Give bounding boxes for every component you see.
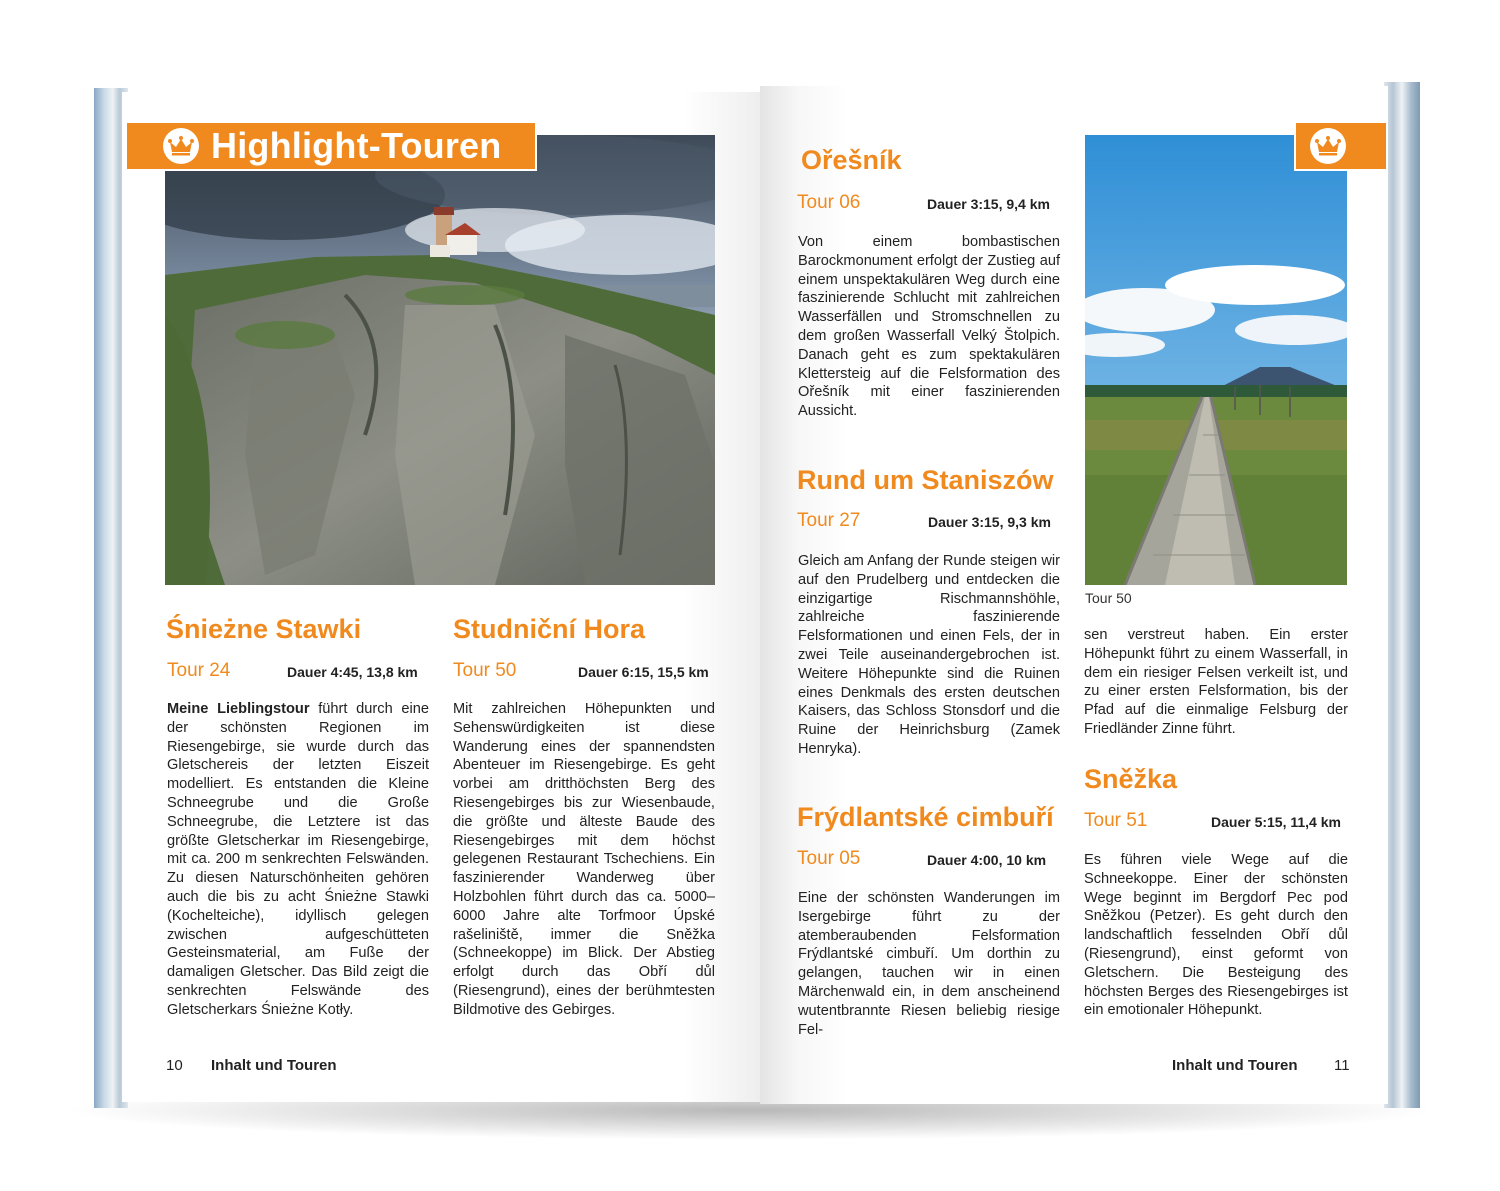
tour-description: Mit zahlreichen Höhepunkten und Sehenswürdigkeiten ist diese Wanderung eines der spannendsten Abenteuer im Riesengebirge. Es geht vorbei am dritthöchsten Berg des Riesengebirges bis zur Wiesenbaude, die größte und älteste Baude des Riesengebirges mit dem höchst gelegenen Restaurant Tschechiens. Ein faszinierender Wanderweg über Holzbohlen führt durch das ca. 5000–6000 Jahre alte Torfmoor Úpské rašeliniště, immer die Sněžka (Schneekoppe) im Blick. Der Abstieg erfolgt durch das Obří důl (Riesengrund), eines der berühmtesten Bildmotive des Gebirges. <box>453 701 715 1018</box>
right-highlight-tab <box>1294 121 1386 171</box>
footer-title-text: Inhalt und Touren <box>211 1057 337 1074</box>
footer-title-right <box>1172 1057 1298 1074</box>
banner-title: Highlight-Touren <box>211 125 502 166</box>
photo-caption: Tour 50 <box>1085 590 1132 606</box>
tour-title: Sněžka <box>1084 764 1178 794</box>
tour-title: Frýdlantské cimbuří <box>797 802 1054 832</box>
tour-description <box>167 700 429 1020</box>
tour-title: Studniční Hora <box>453 614 646 644</box>
tour-number: Tour 50 <box>453 660 517 681</box>
page-number-right: 11 <box>1334 1057 1350 1074</box>
highlight-banner <box>127 121 537 171</box>
tour-number: Tour 51 <box>1084 810 1148 831</box>
tour-title: Śnieżne Stawki <box>166 614 362 644</box>
tour-duration: Dauer 5:15, 11,4 km <box>1211 814 1341 830</box>
tour-number: Tour 24 <box>167 660 231 681</box>
tour-duration: Dauer 6:15, 15,5 km <box>578 664 709 680</box>
tour-description: Gleich am Anfang der Runde steigen wir auf den Prudelberg und entdecken die einzigartige Rischmannshöhle, zahlreiche faszinierende Felsformationen und einen Fels, der in zwei Teile auseinandergebrochen ist. Weitere Höhepunkte sind die Ruinen eines Denkmals des ersten deutschen Kaisers, das Schloss Stonsdorf und die Ruine der Heinrichsburg (Zamek Henryka). <box>798 553 1060 757</box>
book-edge-right <box>1384 82 1420 1108</box>
page-number-left: 10 <box>166 1057 183 1074</box>
crown-icon <box>163 128 199 164</box>
tour-number: Tour 05 <box>797 848 861 869</box>
tour-number: Tour 06 <box>797 192 861 213</box>
footer-title-text: Inhalt und Touren <box>1172 1057 1298 1074</box>
crown-icon <box>1310 128 1346 164</box>
tour-duration: Dauer 4:00, 10 km <box>927 852 1047 868</box>
photo-boardwalk <box>1085 135 1347 585</box>
tour-duration: Dauer 3:15, 9,3 km <box>928 514 1051 530</box>
tour-description: Von einem bombastischen Barockmonument erfolgt der Zustieg auf einem unspektakulären Weg durch eine faszinierende Schlucht mit zahlreichen Wasserfällen und Stromschnellen zu dem großen Wasserfall Velký Štolpich. Danach geht es zum spektakulären Klettersteig auf die Felsformation des Ořešník mit einer faszinierenden Aussicht. <box>798 234 1060 420</box>
tour-description-continuation: sen verstreut haben. Ein erster Höhepunkt führt zu einem Wasserfall, in dem ein riesiger Felsen verkeilt ist, und zu einer ersten Felsformation, bis der Pfad auf die einmalige Felsburg der Friedländer Zinne führt. <box>1084 627 1348 737</box>
tour-title: Rund um Staniszów <box>797 465 1054 495</box>
footer-title-left <box>211 1057 337 1074</box>
photo-sniezne-kotly <box>165 135 715 585</box>
tour-description: Eine der schönsten Wanderungen im Isergebirge führt zu der atemberaubenden Felsformation Frýdlantské cimbuří. Um dorthin zu gelangen, tauchen wir in einen Märchenwald ein, in dem anscheinend wutentbrannte Riesen beliebig riesige Fel- <box>798 890 1060 1038</box>
tour-number: Tour 27 <box>797 510 861 531</box>
tour-text: führt durch eine der schönsten Regionen im Riesengebirge, sie wurde durch das Gletschereis der letzten Eiszeit modelliert. Es entstanden die Kleine Schneegrube und die Große Schneegrube, die Letztere ist das größte Gletscherkar im Riesengebirge, mit ca. 200 m senkrechten Felswänden. Zu diesen Naturschönheiten gehören auch die bis zu acht Śnieżne Stawki (Kochelteiche), idyllisch gelegen zwischen aufgeschütteten Gesteinsmaterial, am Fuße der damaligen Gletscher. Das Bild zeigt die senkrechten Felswände des Gletscherkars Śnieżne Kotły. <box>167 701 429 1018</box>
tour-title: Ořešník <box>801 145 902 175</box>
tour-lead: Meine Lieblingstour <box>167 701 310 717</box>
tour-duration: Dauer 3:15, 9,4 km <box>927 196 1050 212</box>
tour-duration: Dauer 4:45, 13,8 km <box>287 664 418 680</box>
tour-description: Es führen viele Wege auf die Schneekoppe. Einer der schönsten Wege beginnt im Bergdorf Pec pod Sněžkou (Petzer). Es geht durch den landschaftlich fesselnden Obří důl (Riesengrund), einst geformt von Gletschern. Die Besteigung des höchsten Berges des Riesengebirges ist ein emotionaler Höhepunkt. <box>1084 852 1348 1019</box>
